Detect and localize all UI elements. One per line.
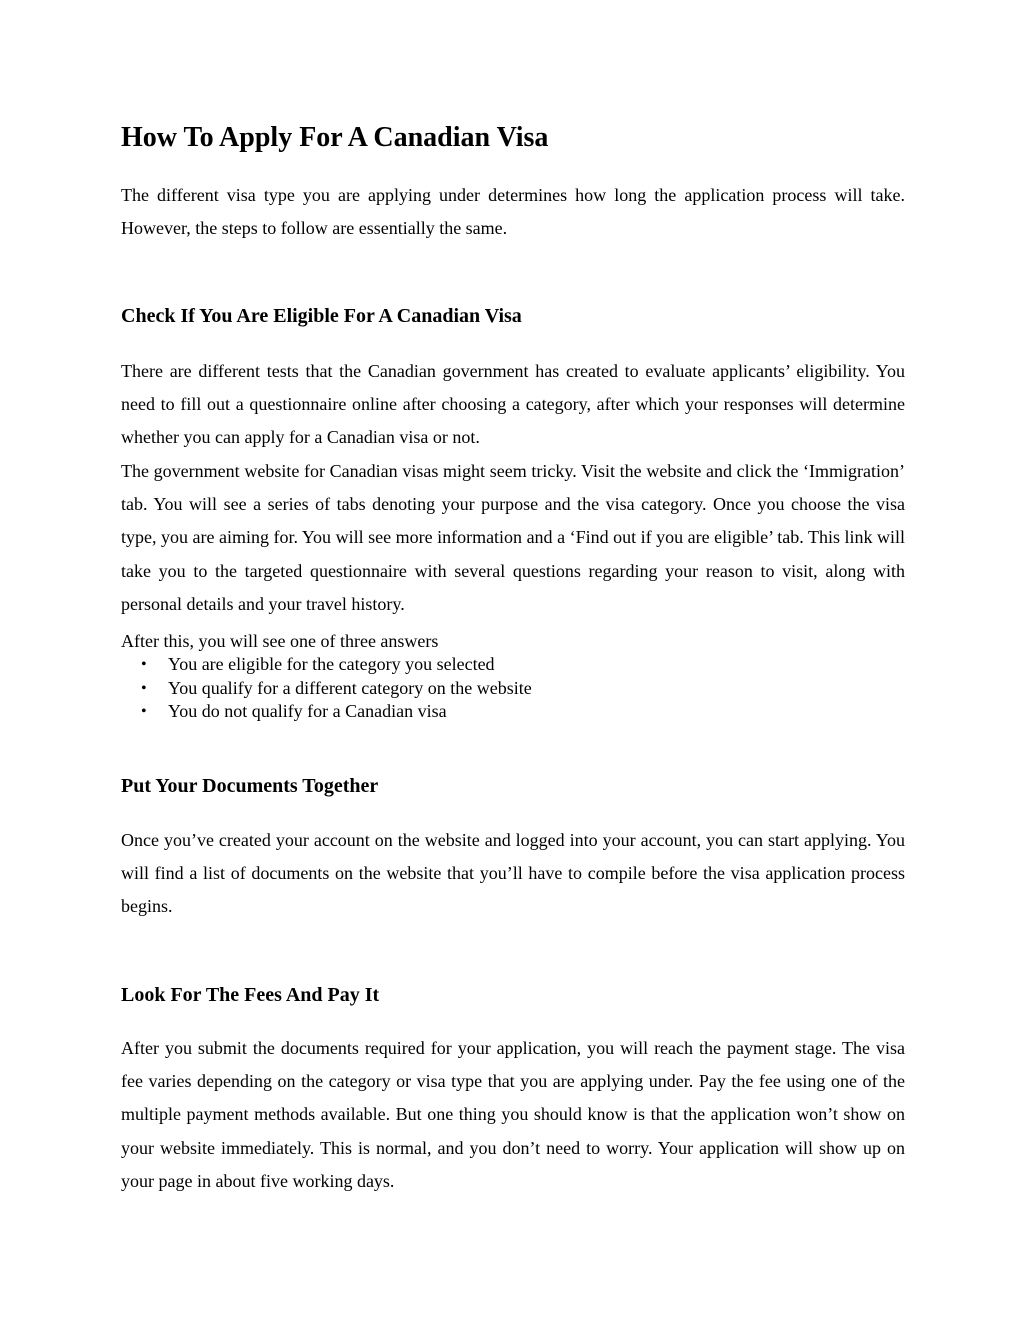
eligibility-paragraph-2: The government website for Canadian visas might seem tricky. Visit the website and click the ‘Immigration’ tab. You will see a series of tabs denoting your purpose and the visa category. Once you choose the visa type, you are aiming for. You will see more information and a ‘Find out if you are eligible’ tab. This link will take you to the targeted questionnaire with several questions regarding your reason to visit, along with personal details and your travel history. [121, 461, 905, 614]
section-heading-eligibility: Check If You Are Eligible For A Canadian Visa [121, 305, 522, 327]
section-heading-documents: Put Your Documents Together [121, 775, 379, 797]
answers-intro: After this, you will see one of three answers [121, 631, 439, 651]
bullet-icon: • [141, 656, 147, 673]
list-item [121, 677, 905, 701]
intro-paragraph: The different visa type you are applying under determines how long the application process will take. However, the steps to follow are essentially the same. [121, 185, 905, 239]
bullet-icon: • [141, 679, 147, 697]
bullet-icon: • [141, 703, 147, 721]
section-heading-fees: Look For The Fees And Pay It [121, 984, 380, 1006]
answers-list [121, 653, 905, 724]
list-item-text: You qualify for a different category on the website [168, 677, 532, 698]
eligibility-paragraph-1: There are different tests that the Canadian government has created to evaluate applicants’ eligibility. You need to fill out a questionnaire online after choosing a category, after which your responses will determine whether you can apply for a Canadian visa or not. [121, 361, 905, 448]
list-item-text: You are eligible for the category you selected [168, 654, 495, 674]
list-item [121, 653, 905, 677]
list-item [121, 700, 905, 724]
list-item-text: You do not qualify for a Canadian visa [168, 701, 447, 722]
page-title: How To Apply For A Canadian Visa [121, 122, 549, 153]
documents-paragraph: Once you’ve created your account on the website and logged into your account, you can start applying. You will find a list of documents on the website that you’ll have to compile before the visa application process begins. [121, 830, 905, 917]
fees-paragraph: After you submit the documents required for your application, you will reach the payment stage. The visa fee varies depending on the category or visa type that you are applying under. Pay the fee using one of the multiple payment methods available. But one thing you should know is that the application won’t show on your website immediately. This is normal, and you don’t need to worry. Your application will show up on your page in about five working days. [121, 1038, 905, 1191]
